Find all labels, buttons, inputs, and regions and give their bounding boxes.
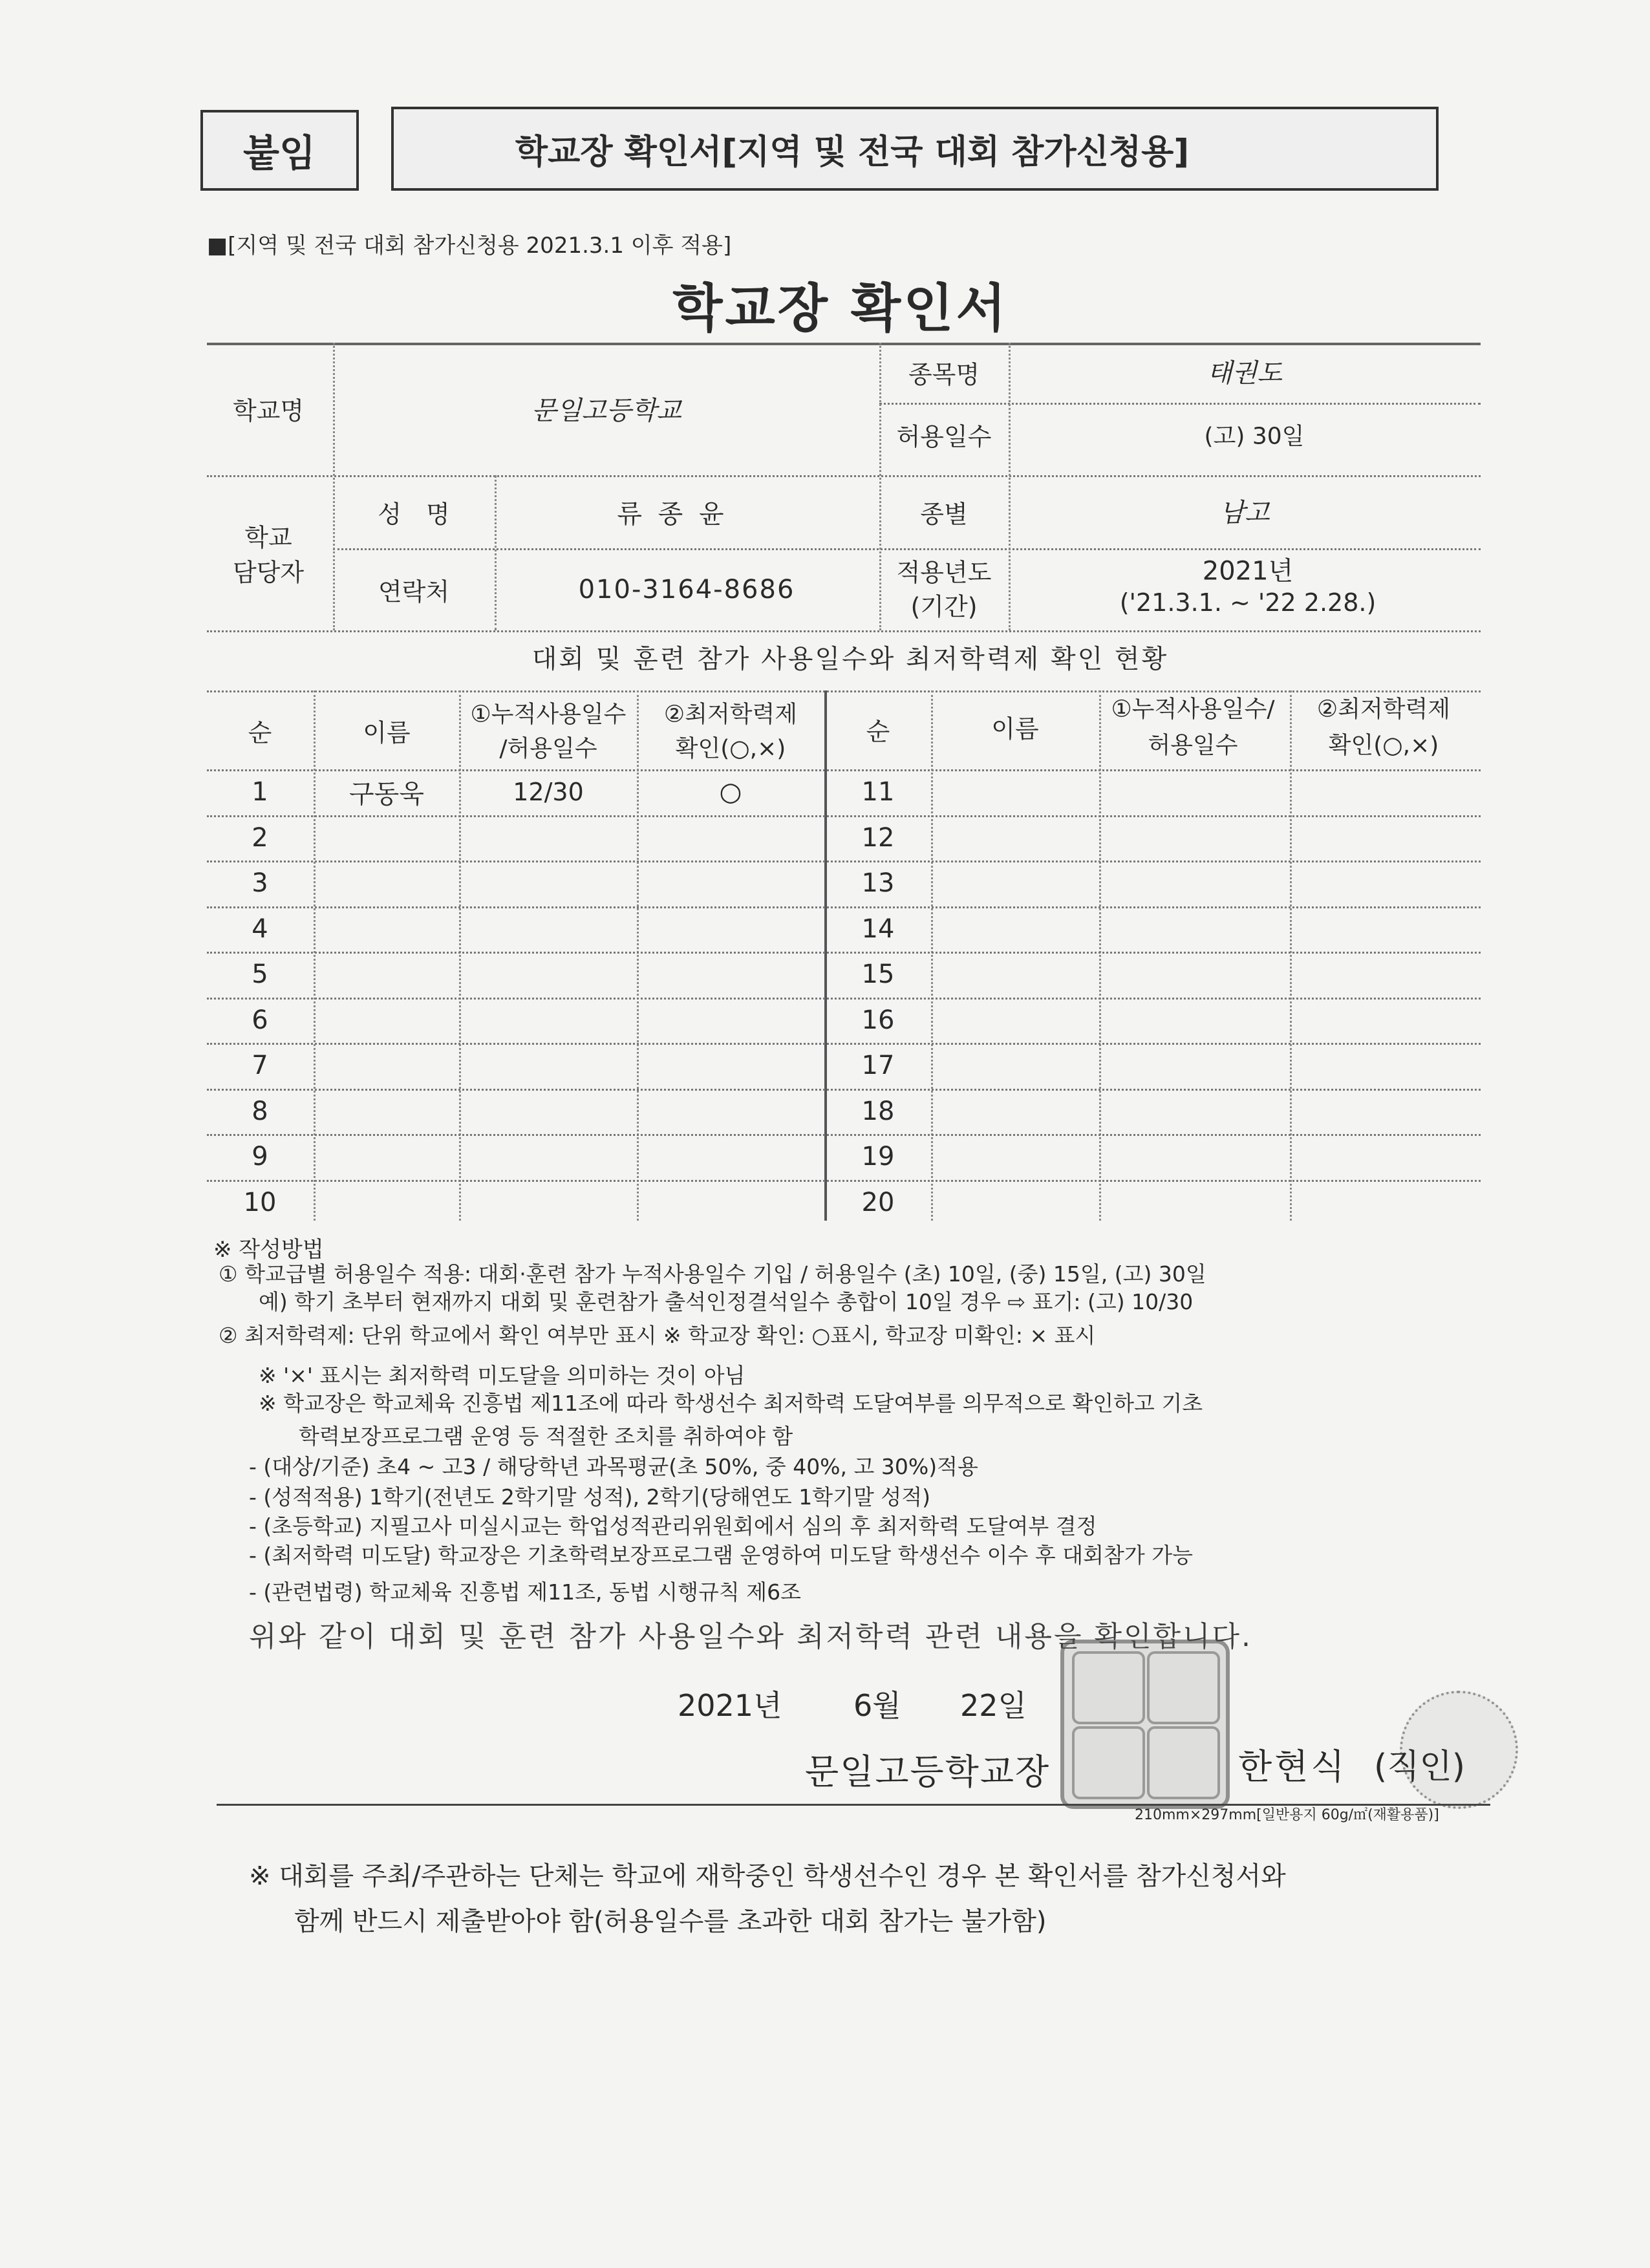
note-line: 예) 학기 초부터 현재까지 대회 및 훈련참가 출석인정결석일수 총합이 10일 경우 ⇨ 표기: (고) 10/30: [259, 1289, 1194, 1314]
attach-label: 붙임: [242, 131, 316, 175]
col-days-r-header-1: ①누적사용일수/: [1111, 696, 1275, 723]
contact-value: 010-3164-8686: [578, 575, 795, 604]
allowed-value: (고) 30일: [1204, 423, 1305, 450]
table-row-line: [207, 1043, 1481, 1045]
row-no: 8: [252, 1096, 268, 1126]
col-name-header: 이름: [363, 718, 411, 747]
info-line: [207, 475, 1481, 477]
table-row-line: [207, 906, 1481, 908]
row-no: 10: [243, 1187, 277, 1217]
row-no-right: 15: [861, 959, 895, 990]
row-no: 6: [252, 1005, 268, 1035]
table-line: [459, 690, 461, 1221]
paper-spec: 210mm×297mm[일반용지 60g/㎡(재활용품)]: [1135, 1807, 1439, 1823]
row-no: 1: [252, 777, 268, 808]
info-line: [879, 343, 881, 630]
row-no-right: 11: [861, 777, 895, 808]
table-row-line: [207, 815, 1481, 817]
category-label: 종별: [920, 500, 968, 529]
row-no-right: 20: [861, 1187, 895, 1217]
sport-label: 종목명: [908, 360, 980, 389]
table-line: [1290, 690, 1292, 1221]
note-line: ② 최저학력제: 단위 학교에서 확인 여부만 표시 ※ 학교장 확인: ○표시, 학교장 미확인: × 표시: [219, 1323, 1096, 1348]
info-line: [333, 343, 335, 630]
note-line: ※ 학교장은 학교체육 진흥법 제11조에 따라 학생선수 최저학력 도달여부를 의무적으로 확인하고 기초: [259, 1391, 1203, 1416]
date-year: 2021년: [678, 1688, 782, 1723]
col-check-r-header-1: ②최저학력제: [1316, 696, 1451, 723]
col-no-header: 순: [248, 718, 272, 747]
school-label: 학교명: [232, 396, 305, 425]
row-no-right: 12: [861, 822, 895, 853]
info-line: [207, 630, 1481, 632]
table-row-line: [207, 1180, 1481, 1182]
info-line: [495, 475, 497, 630]
row-no-right: 17: [861, 1051, 895, 1081]
document-title: 학교장 확인서: [672, 278, 1009, 339]
sport-value: 태권도: [1207, 358, 1282, 389]
note-line: - (초등학교) 지필고사 미실시교는 학업성적관리위원회에서 심의 후 최저학력 도달여부 결정: [249, 1514, 1097, 1539]
seal-mark: (직인): [1374, 1748, 1466, 1786]
year-label-2: (기간): [910, 592, 978, 621]
note-line: - (관련법령) 학교체육 진흥법 제11조, 동법 시행규칙 제6조: [249, 1579, 801, 1605]
col-check-r-header-2: 확인(○,×): [1328, 732, 1439, 759]
row-no: 2: [252, 822, 268, 853]
year-label-1: 적용년도: [896, 558, 992, 587]
row-name: 구동욱: [349, 779, 424, 809]
footer-line-2: 함께 반드시 제출받아야 함(허용일수를 초과한 대회 참가는 불가함): [294, 1907, 1047, 1936]
row-no: 3: [252, 868, 268, 899]
col-name-r-header: 이름: [991, 714, 1039, 744]
note-line: - (대상/기준) 초4 ~ 고3 / 해당학년 과목평균(초 50%, 중 40%, 고 30%)적용: [249, 1454, 978, 1479]
info-line: [1009, 343, 1011, 630]
signer-org: 문일고등학교장: [805, 1751, 1051, 1792]
contact-label: 연락처: [378, 577, 450, 606]
row-days: 12/30: [513, 778, 584, 807]
row-no-right: 16: [861, 1005, 895, 1035]
col-days-r-header-2: 허용일수: [1148, 732, 1238, 759]
row-no: 9: [252, 1142, 268, 1172]
info-line: [333, 548, 1481, 550]
year-value-2: ('21.3.1. ~ '22 2.28.): [1119, 588, 1377, 617]
row-no: 7: [252, 1051, 268, 1081]
row-no-right: 14: [861, 914, 895, 944]
info-line: [879, 403, 1481, 405]
col-check-header-1: ②최저학력제: [663, 701, 798, 728]
table-line: [314, 690, 316, 1221]
note-line: - (성적적용) 1학기(전년도 2학기말 성적), 2학기(당해연도 1학기말 성적): [249, 1484, 931, 1510]
school-value: 문일고등학교: [531, 396, 681, 426]
name-value: 류 종 윤: [617, 499, 728, 530]
col-days-header-1: ①누적사용일수: [470, 701, 627, 728]
row-check: ○: [719, 777, 742, 808]
col-days-header-2: /허용일수: [499, 735, 597, 762]
school-seal: [1060, 1640, 1230, 1809]
manager-label-1: 학교: [244, 523, 292, 552]
table-line: [1099, 690, 1101, 1221]
table-row-line: [207, 952, 1481, 954]
col-check-header-2: 확인(○,×): [675, 735, 786, 762]
attach-title: 학교장 확인서[지역 및 전국 대회 참가신청용]: [515, 133, 1190, 172]
info-line: [207, 343, 1481, 345]
row-no-right: 19: [861, 1142, 895, 1172]
table-row-line: [207, 1134, 1481, 1136]
note-line: 학력보장프로그램 운영 등 적절한 조치를 취하여야 함: [299, 1424, 793, 1449]
sub-note: ■[지역 및 전국 대회 참가신청용 2021.3.1 이후 적용]: [207, 233, 732, 259]
table-row-line: [207, 998, 1481, 1000]
col-no-r-header: 순: [866, 717, 890, 746]
table-row-line: [207, 1089, 1481, 1091]
footer-line-1: ※ 대회를 주최/주관하는 단체는 학교에 재학중인 학생선수인 경우 본 확인서를 참가신청서와: [249, 1861, 1286, 1891]
allowed-label: 허용일수: [896, 422, 992, 451]
date-month: 6월: [853, 1688, 901, 1723]
note-line: - (최저학력 미도달) 학교장은 기초학력보장프로그램 운영하여 미도달 학생선수 이수 후 대회참가 가능: [249, 1543, 1194, 1568]
manager-label-2: 담당자: [232, 558, 305, 587]
note-line: ① 학교급별 허용일수 적용: 대회·훈련 참가 누적사용일수 기입 / 허용일수 (초) 10일, (중) 15일, (고) 30일: [219, 1261, 1206, 1287]
table-line: [637, 690, 639, 1221]
row-no-right: 13: [861, 868, 895, 899]
confirm-statement: 위와 같이 대회 및 훈련 참가 사용일수와 최저학력 관련 내용을 확인합니다.: [249, 1620, 1252, 1653]
note-line: ※ '×' 표시는 최저학력 미도달을 의미하는 것이 아님: [259, 1363, 745, 1388]
row-no: 5: [252, 959, 268, 990]
year-value-1: 2021년: [1202, 556, 1294, 586]
row-no: 4: [252, 914, 268, 944]
table-line: [824, 690, 827, 1221]
table-row-line: [207, 861, 1481, 862]
table-line: [931, 690, 933, 1221]
signer-name: 한현식: [1238, 1746, 1347, 1787]
category-value: 남고: [1219, 498, 1270, 528]
row-no-right: 18: [861, 1096, 895, 1126]
date-day: 22일: [960, 1688, 1027, 1723]
notes-heading: ※ 작성방법: [213, 1237, 324, 1263]
status-section-title: 대회 및 훈련 참가 사용일수와 최저학력제 확인 현황: [531, 644, 1169, 674]
name-label: 성 명: [378, 500, 450, 529]
